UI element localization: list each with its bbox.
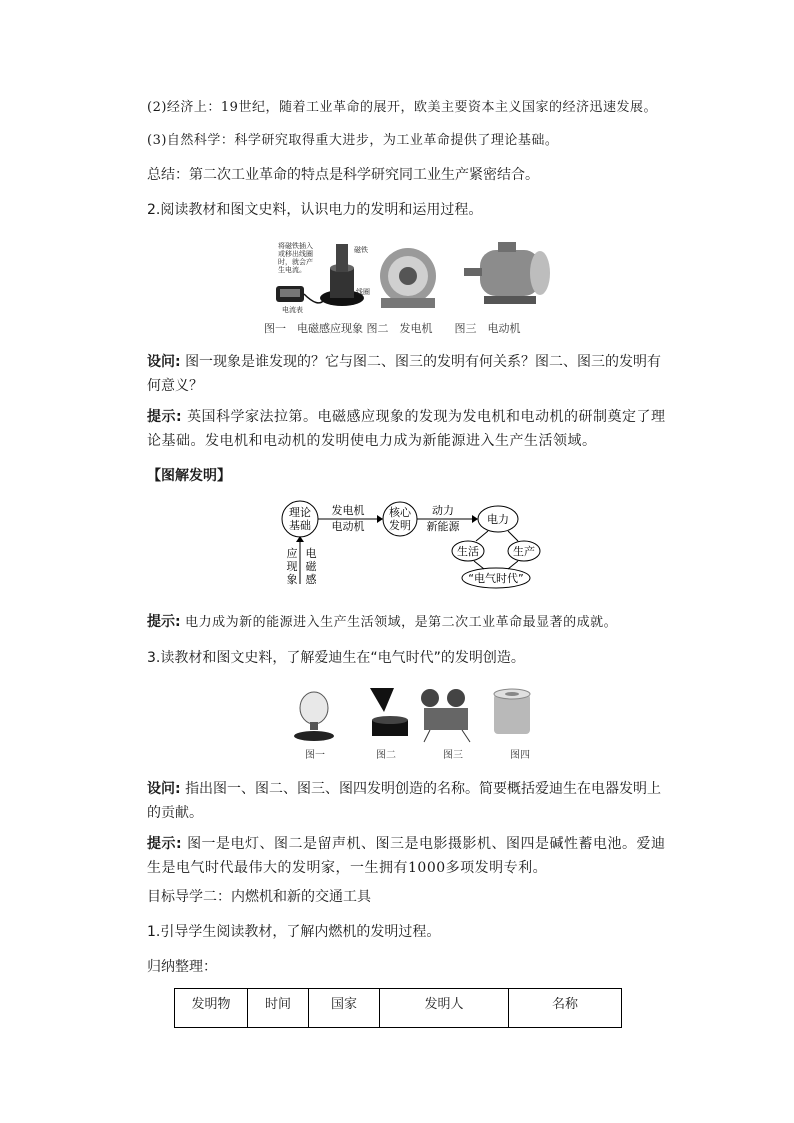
motor-base	[484, 296, 536, 304]
annotation-main-2: 或移出线圈	[278, 250, 313, 258]
arrow-1-label-1: 发电机	[331, 504, 365, 517]
table-header-inventor: 发明人	[380, 989, 509, 1028]
arrow-2-label-2: 新能源	[426, 520, 460, 533]
question-2-label: 设问:	[147, 781, 181, 797]
question-1	[147, 350, 675, 398]
node-core	[383, 502, 417, 536]
connector-era-right	[508, 561, 518, 569]
node-era-label: “电气时代”	[468, 572, 524, 585]
connector-production	[508, 531, 518, 541]
vertical-right-1: 电	[305, 547, 317, 560]
table-header-invention: 发明物	[175, 989, 248, 1028]
battery-image	[494, 689, 530, 734]
node-theory-line-1: 理论	[289, 506, 311, 519]
hint-2	[147, 612, 617, 633]
fig-caption-4: 图四	[510, 750, 530, 761]
vertical-left-2: 现	[286, 560, 298, 573]
motor-image	[464, 242, 550, 304]
node-power	[478, 506, 518, 532]
node-theory-line-2: 基础	[289, 519, 311, 532]
phonograph-image	[370, 688, 408, 736]
bulb-glass	[300, 692, 328, 724]
arrow-1-head	[377, 515, 383, 523]
figure-row-1-caption: 图一 电磁感应现象 图二 发电机 图三 电动机	[264, 322, 521, 335]
economy-line: (2)经济上：19世纪，随着工业革命的展开，欧美主要资本主义国家的经济迅速发展。	[147, 100, 657, 115]
phonograph-horn	[370, 688, 394, 712]
node-theory	[282, 501, 318, 537]
hint-3-label: 提示:	[147, 836, 183, 852]
phonograph-disc	[372, 716, 408, 724]
connector-life	[476, 531, 488, 541]
vertical-right-2: 磁	[305, 560, 317, 573]
table-header-row	[175, 989, 622, 1028]
annotation-magnet: 磁铁	[354, 246, 368, 254]
node-power-label: 电力	[487, 513, 509, 526]
node-production	[508, 541, 540, 561]
hint-3	[147, 832, 675, 880]
vertical-left-3: 象	[286, 573, 298, 586]
arrow-2-label-1: 动力	[432, 504, 454, 517]
battery-terminal	[505, 692, 519, 696]
ammeter-face	[280, 289, 300, 297]
light-bulb-image	[294, 692, 334, 741]
vertical-right-3: 感	[305, 573, 317, 586]
hint-2-label: 提示:	[147, 614, 181, 630]
table-header-name: 名称	[509, 989, 622, 1028]
fig-caption-2: 图二	[376, 750, 396, 761]
generator-base	[381, 298, 435, 308]
task-3-line: 3.读教材和图文史料，了解爱迪生在“电气时代”的发明创造。	[147, 650, 525, 666]
inventions-table	[174, 988, 622, 1028]
question-2	[147, 777, 675, 825]
motor-cap	[530, 251, 550, 295]
annotation-main-4: 生电流。	[278, 266, 306, 274]
generator-image	[380, 248, 436, 308]
vertical-left-1: 应	[286, 547, 298, 560]
bulb-neck	[310, 722, 318, 730]
annotation-main-3: 时，就会产	[278, 258, 313, 266]
question-2-text: 指出图一、图二、图三、图四发明创造的名称。简要概括爱迪生在电器发明上的贡献。	[147, 781, 662, 821]
motor-shaft	[464, 268, 482, 276]
hint-3-text: 图一是电灯、图二是留声机、图三是电影摄影机、图四是碱性蓄电池。爱迪生是电气时代最伟大的发明家，一生拥有1000多项发明专利。	[147, 836, 666, 876]
fig-caption-3: 图三	[443, 750, 463, 761]
hint-1-text: 英国科学家法拉第。电磁感应现象的发现为发电机和电动机的研制奠定了理论基础。发电机和电动机的发明使电力成为新能源进入生产生活领域。	[147, 409, 666, 449]
diagram-title: 【图解发明】	[147, 468, 231, 484]
connector-era-left	[474, 561, 484, 569]
generator-hub	[399, 267, 417, 285]
task-4-line: 1.引导学生阅读教材，了解内燃机的发明过程。	[147, 924, 441, 940]
bulb-base	[294, 731, 334, 741]
table-header-country: 国家	[309, 989, 380, 1028]
node-life	[452, 541, 484, 561]
question-1-text: 图一现象是谁发现的？它与图二、图三的发明有何关系？图二、图三的发明有何意义？	[147, 354, 662, 394]
hint-1	[147, 405, 675, 453]
hint-2-text: 电力成为新的能源进入生产生活领域，是第二次工业革命最显著的成就。	[185, 615, 618, 630]
node-electric-era	[462, 568, 530, 588]
arrow-1-label-2: 电动机	[331, 520, 365, 533]
coil-shape	[330, 268, 354, 298]
camera-reel-1	[421, 689, 439, 707]
invention-diagram	[280, 494, 550, 594]
annotation-main-1: 将磁铁插入	[278, 242, 313, 250]
fig-caption-1: 图一	[305, 750, 325, 761]
question-1-label: 设问:	[147, 354, 181, 370]
camera-body	[424, 708, 468, 730]
node-core-line-2: 发明	[389, 519, 411, 532]
task-2-line: 2.阅读教材和图文史料，认识电力的发明和运用过程。	[147, 202, 483, 218]
battery-body	[494, 694, 530, 734]
movie-camera-image	[421, 689, 470, 742]
figure-electromagnetic-row	[268, 238, 558, 318]
node-core-line-1: 核心	[389, 506, 411, 519]
camera-leg-1	[424, 730, 430, 742]
camera-leg-2	[462, 730, 470, 742]
annotation-meter: 电流表	[282, 306, 303, 314]
motor-box	[498, 242, 516, 252]
goal-2-heading: 目标导学二：内燃机和新的交通工具	[147, 889, 371, 905]
annotation-coil: 线圈	[356, 288, 370, 296]
magnet-shape	[336, 244, 348, 272]
arrow-2-head	[472, 515, 478, 523]
table-header-time: 时间	[248, 989, 309, 1028]
edison-inventions-figure	[284, 684, 540, 744]
summary-line: 总结：第二次工业革命的特点是科学研究同工业生产紧密结合。	[147, 167, 539, 183]
hint-1-label: 提示:	[147, 409, 183, 425]
node-production-label: 生产	[513, 545, 535, 558]
summary-2-line: 归纳整理：	[147, 959, 217, 975]
science-line: (3)自然科学：科学研究取得重大进步，为工业革命提供了理论基础。	[147, 133, 559, 148]
camera-reel-2	[447, 689, 465, 707]
node-life-label: 生活	[457, 545, 479, 558]
electromagnetic-induction-figure	[268, 238, 558, 318]
